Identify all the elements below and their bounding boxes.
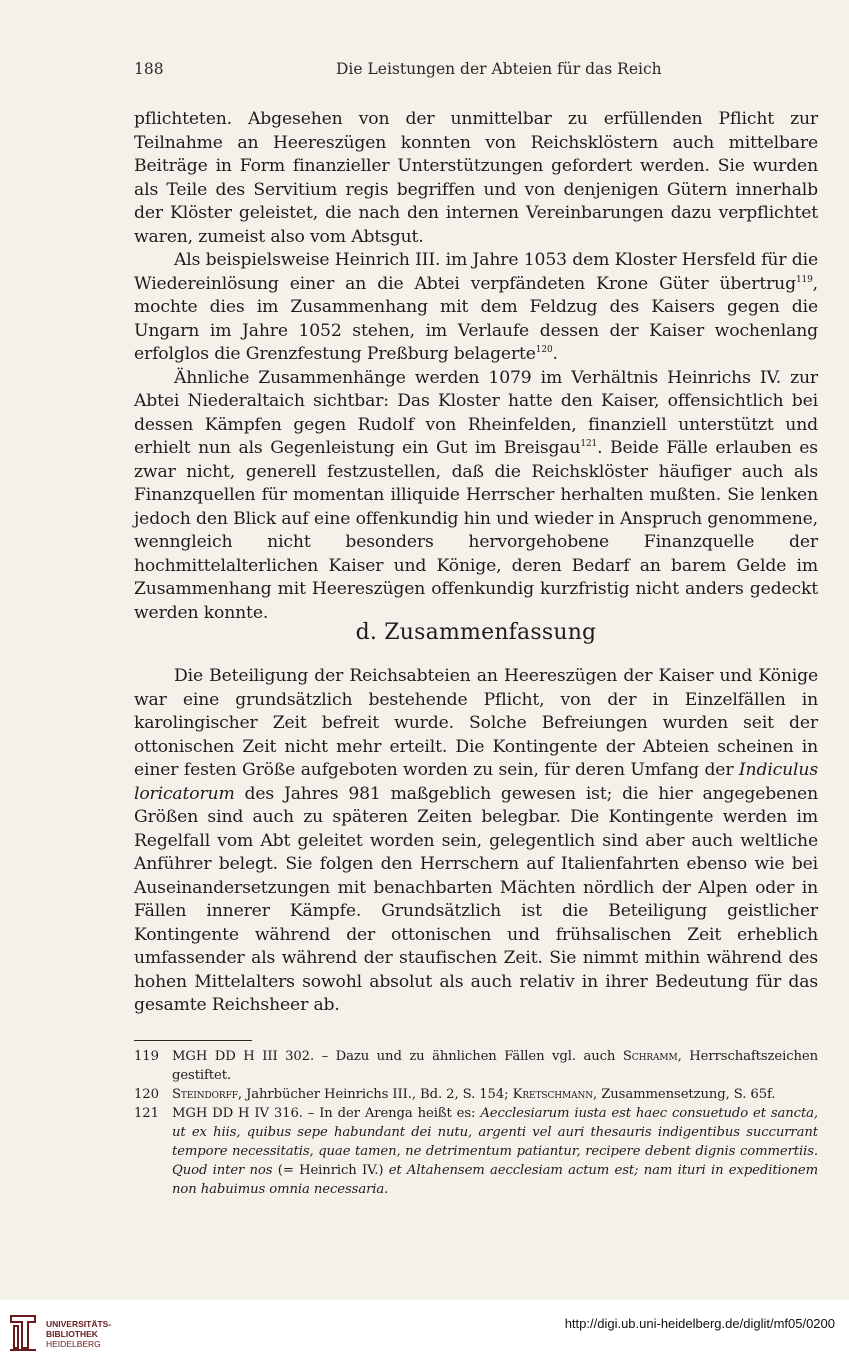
paragraph-2: Als beispielsweise Heinrich III. im Jahre 1053 dem Kloster Hersfeld für die Wiedereinlösung einer an die Abtei verpfändeten Krone Güter übertrug$^{119}$, mochte dies im Zusammenhang mit dem Feldzug des Kaisers gegen die Ungarn im Jahre 1052 stehen, im Verlaufe dessen der Kaiser wochenlang erfolglos die Grenzfestung Preßburg belagerte$^{120}$. <box>134 250 818 364</box>
source-url-link[interactable]: http://digi.ub.uni-heidelberg.de/diglit/mf05/0200 <box>564 1316 835 1331</box>
section-heading: d. Zusammenfassung <box>355 620 597 645</box>
main-text <box>134 108 818 625</box>
library-logo-text: UNIVERSITÄTS- BIBLIOTHEK HEIDELBERG <box>46 1319 112 1349</box>
italic-title: Indiculus loricatorum <box>134 760 818 804</box>
paragraph-1: pflichteten. Abgesehen von der unmittelbar zu erfüllenden Pflicht zur Teilnahme an Heereszügen konnten von Reichsklöstern auch mittelbare Beiträge in Form finanzieller Unterstützungen gefordert werden. Sie wurden als Teile des Servitium regis begriffen und von denjenigen Gütern innerhalb der Klöster geleistet, die nach den internen Vereinbarungen dazu verpflichtet waren, zumeist also vom Abtsgut. <box>134 109 818 247</box>
footnote-ref-119: 119 <box>795 274 813 285</box>
footnotes <box>134 1047 818 1199</box>
footnote-121: 121 MGH DD H IV 316. – In der Arenga heißt es: Aecclesiarum iusta est haec consuetudo et sancta, ut ex hiis, quibus sepe habundant dei nutu, argenti vel auri thesauris indigentibus succurrant tempore necessitatis, quae tamen, ne detrimentum patiantur, recipere debent dignis commertiis. Quod inter nos (= Heinrich IV.) et Altahensem aecclesiam actum est; nam ituri in expeditionem non habuimus omnia necessaria. <box>134 1106 819 1197</box>
summary-text <box>134 665 818 1018</box>
summary-paragraph: Die Beteiligung der Reichsabteien an Heereszügen der Kaiser und Könige war eine grundsätzlich bestehende Pflicht, von der in Einzelfällen in karolingischer Zeit befreit wurde. Solche Befreiungen wurden seit der ottonischen Zeit nicht mehr erteilt. Die Kontingente der Abteien scheinen in einer festen Größe aufgeboten worden zu sein, für deren Umfang der Indiculus loricatorum des Jahres 981 maßgeblich gewesen ist; die hier angegebenen Größen sind auch zu späteren Zeiten belegbar. Die Kontingente werden im Regelfall vom Abt geleitet worden sein, gelegentlich sind aber auch weltliche Anführer belegt. Sie folgen den Herrschern auf Italienfahrten ebenso wie bei Auseinandersetzungen mit benachbarten Mächten nördlich der Alpen oder in Fällen innerer Kämpfe. Grundsätzlich ist die Beteiligung geistlicher Kontingente während der ottonischen und frühsalischen Zeit erheblich umfassender als während der staufischen Zeit. Sie nimmt mithin während des hohen Mittelalters sowohl absolut als auch relativ in ihrer Bedeutung für das gesamte Reichsheer ab. <box>134 666 818 1015</box>
footnote-rule <box>134 1040 252 1041</box>
footnote-number: 119 <box>134 1049 159 1064</box>
footnote-ref-120: 120 <box>535 345 553 355</box>
footnote-120: 120 Steindorff, Jahrbücher Heinrichs III., Bd. 2, S. 154; Kretschmann, Zusammensetzung, S. 65f. <box>134 1087 776 1102</box>
library-logo-icon <box>8 1312 38 1352</box>
viewer-footer <box>0 1300 849 1365</box>
page-number: 188 <box>134 60 164 78</box>
footnote-119: 119 MGH DD H III 302. – Dazu und zu ähnlichen Fällen vgl. auch Schramm, Herrschaftszeichen gestiftet. <box>134 1049 818 1083</box>
footnote-ref-121: 121 <box>580 439 598 449</box>
paragraph-3: Ähnliche Zusammenhänge werden 1079 im Verhältnis Heinrichs IV. zur Abtei Niederaltaich sichtbar: Das Kloster hatte den Kaiser, offensichtlich bei dessen Kämpfen gegen Rudolf von Rheinfelden, finanziell unterstützt und erhielt nun als Gegenleistung ein Gut im Breisgau$^{121}$. Beide Fälle erlauben es zwar nicht, generell festzustellen, daß die Reichsklöster häufiger auch als Finanzquellen für momentan illiquide Herrscher herhalten mußten. Sie lenken jedoch den Blick auf eine offenkundig hin und wieder in Anspruch genommene, wenngleich nicht besonders hervorgehobene Finanzquelle der hochmittelalterlichen Kaiser und Könige, deren Bedarf an barem Gelde im Zusammenhang mit Heereszügen offenkundig kurzfristig nicht anders gedeckt werden konnte. <box>134 367 818 623</box>
running-title: Die Leistungen der Abteien für das Reich <box>336 60 662 78</box>
footnote-number: 121 <box>134 1106 159 1121</box>
footnote-number: 120 <box>134 1087 159 1102</box>
